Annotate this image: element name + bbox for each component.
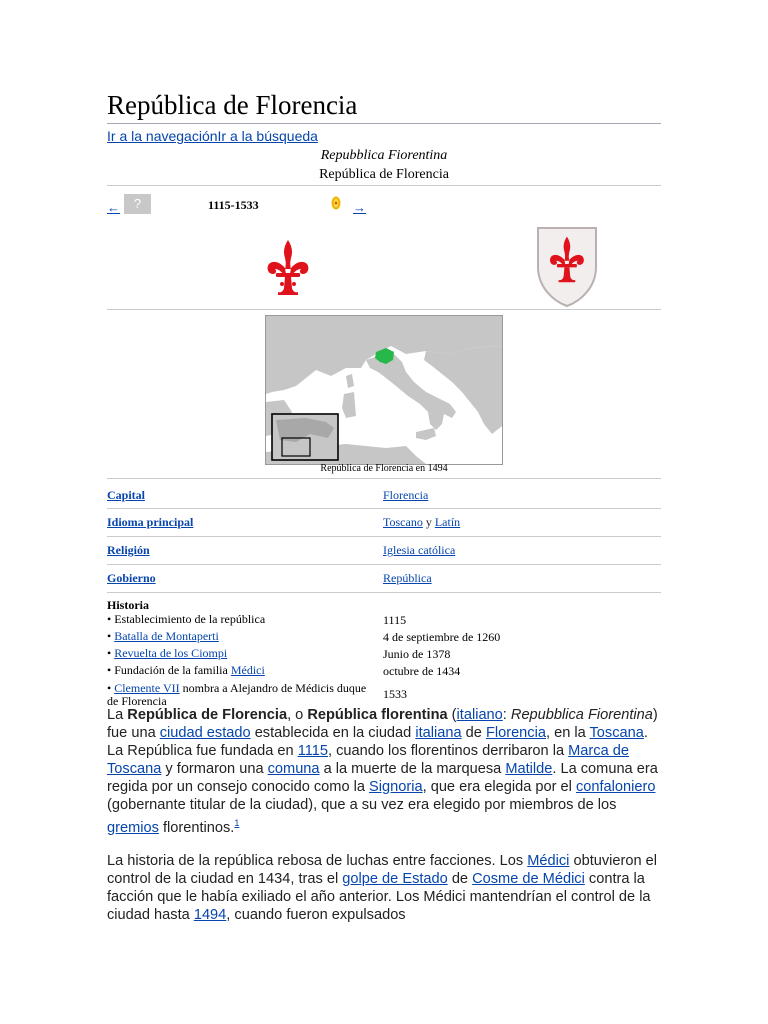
text: florentinos. <box>158 819 235 836</box>
history-event-link[interactable]: Médici <box>230 663 265 677</box>
bullet: • <box>107 629 115 643</box>
infobox-name: República de Florencia <box>319 167 449 182</box>
next-state-coat-icon[interactable] <box>330 195 342 211</box>
history-event <box>107 630 375 643</box>
history-paragraph <box>107 852 667 924</box>
text: y formaron una <box>161 761 268 777</box>
page-title: República de Florencia <box>107 90 358 120</box>
infobox-divider <box>107 592 661 593</box>
history-title: Historia <box>107 598 149 612</box>
bullet: • <box>107 612 115 626</box>
history-event <box>107 647 375 660</box>
link-comuna[interactable]: comuna <box>267 761 320 777</box>
link-gremios[interactable]: gremios <box>107 819 159 836</box>
text: establecida en la ciudad <box>250 725 416 741</box>
history-date: octubre de 1434 <box>383 664 461 678</box>
history-event <box>107 613 375 626</box>
infobox-divider <box>107 536 661 537</box>
title-divider <box>107 123 661 124</box>
history-event <box>107 682 375 708</box>
row-value-government[interactable]: República <box>383 571 432 585</box>
text: , en la <box>545 725 590 741</box>
language-connector: y <box>422 515 435 529</box>
link-toscana[interactable]: Toscana <box>589 725 644 741</box>
history-event-text: Fundación de la familia <box>114 663 231 677</box>
text: , cuando los florentinos derribaron la <box>328 743 569 759</box>
history-date: 1115 <box>383 613 407 627</box>
infobox-divider <box>107 508 661 509</box>
bold-term: República de Florencia <box>127 707 288 723</box>
infobox-divider <box>107 309 661 310</box>
next-state-arrow[interactable]: → <box>353 200 366 215</box>
intro-paragraph <box>107 706 667 837</box>
link-medici[interactable]: Médici <box>527 853 570 869</box>
text: ( <box>447 707 457 723</box>
text: de <box>447 871 473 887</box>
infobox-years: 1115-1533 <box>208 198 259 212</box>
history-date: 4 de septiembre de 1260 <box>383 630 501 644</box>
link-ciudad-estado[interactable]: ciudad estado <box>159 725 251 741</box>
text: La historia de la república rebosa de luchas entre facciones. Los <box>107 853 528 869</box>
bullet: • <box>107 663 115 677</box>
link-confaloniero[interactable]: confaloniero <box>575 779 656 795</box>
skip-links <box>107 128 318 144</box>
text: de <box>461 725 486 741</box>
infobox-divider <box>107 564 661 565</box>
link-florencia[interactable]: Florencia <box>485 725 546 741</box>
language-link-latin[interactable]: Latín <box>434 515 461 529</box>
history-event-link[interactable]: Revuelta de los Ciompi <box>114 646 228 660</box>
history-event-link[interactable]: Batalla de Montaperti <box>114 629 219 643</box>
text: , cuando fueron expulsados <box>226 907 406 923</box>
text: . La comuna era regida por un consejo conocido como la <box>107 761 658 795</box>
history-event-link[interactable]: Clemente VII <box>114 681 180 695</box>
language-link-toscano[interactable]: Toscano <box>383 515 423 529</box>
link-signoria[interactable]: Signoria <box>369 779 423 795</box>
text: ) fue una <box>107 707 658 741</box>
link-cosme-de-medici[interactable]: Cosme de Médici <box>472 871 585 887</box>
link-1115[interactable]: 1115 <box>297 743 328 759</box>
row-label-language[interactable]: Idioma principal <box>107 515 194 529</box>
text: La <box>107 707 128 723</box>
infobox-divider <box>107 478 661 479</box>
infobox-divider <box>107 185 661 186</box>
row-value-religion[interactable]: Iglesia católica <box>383 543 456 557</box>
row-value-language <box>383 515 460 530</box>
bullet: • <box>107 681 115 695</box>
row-value-capital[interactable]: Florencia <box>383 488 429 502</box>
previous-state-flag-placeholder[interactable]: ? <box>124 194 151 214</box>
text: : <box>502 707 511 723</box>
history-event-text: nombra a Alejandro de Médicis duque de Florencia <box>107 681 367 708</box>
bullet: • <box>107 646 115 660</box>
history-event <box>107 664 375 677</box>
history-date: Junio de 1378 <box>383 647 451 661</box>
link-golpe-de-estado[interactable]: golpe de Estado <box>342 871 448 887</box>
text: , que era elegida por el <box>422 779 576 795</box>
map-caption: República de Florencia en 1494 <box>320 463 448 474</box>
text: (gobernante titular de la ciudad), que a su vez era elegido por miembros de los <box>107 797 617 813</box>
row-label-capital[interactable]: Capital <box>107 488 146 502</box>
skip-to-navigation-link[interactable]: Ir a la navegación <box>107 128 218 144</box>
row-label-religion[interactable]: Religión <box>107 543 150 557</box>
row-label-government[interactable]: Gobierno <box>107 571 156 585</box>
link-matilde[interactable]: Matilde <box>505 761 553 777</box>
location-map[interactable] <box>265 315 503 465</box>
text: obtuvieron el control de la ciudad en 1434, tras el <box>107 853 658 887</box>
link-italiana[interactable]: italiana <box>415 725 462 741</box>
coat-of-arms-shield-icon[interactable] <box>535 225 599 309</box>
text: . La República fue fundada en <box>107 725 648 759</box>
skip-to-search-link[interactable]: Ir a la búsqueda <box>217 128 318 144</box>
italic-term: Repubblica Fiorentina <box>510 707 653 723</box>
bold-term: República florentina <box>307 707 448 723</box>
history-date: 1533 <box>383 687 407 701</box>
link-italiano[interactable]: italiano <box>456 707 503 723</box>
reference-link[interactable]: 1 <box>234 818 240 828</box>
text: contra la facción que le había exiliado el año anterior. Los Médici mantendrían el control de la ciudad hasta <box>107 871 651 923</box>
link-marca-de-toscana[interactable]: Marca de Toscana <box>107 743 629 777</box>
flag-fleur-de-lis-icon[interactable] <box>264 238 312 296</box>
text: , o <box>287 707 308 723</box>
previous-state-arrow[interactable]: ← <box>107 200 120 215</box>
history-event-text: Establecimiento de la república <box>114 612 266 626</box>
link-1494[interactable]: 1494 <box>193 907 227 923</box>
text: a la muerte de la marquesa <box>319 761 506 777</box>
infobox-native-name: Repubblica Fiorentina <box>320 148 448 163</box>
